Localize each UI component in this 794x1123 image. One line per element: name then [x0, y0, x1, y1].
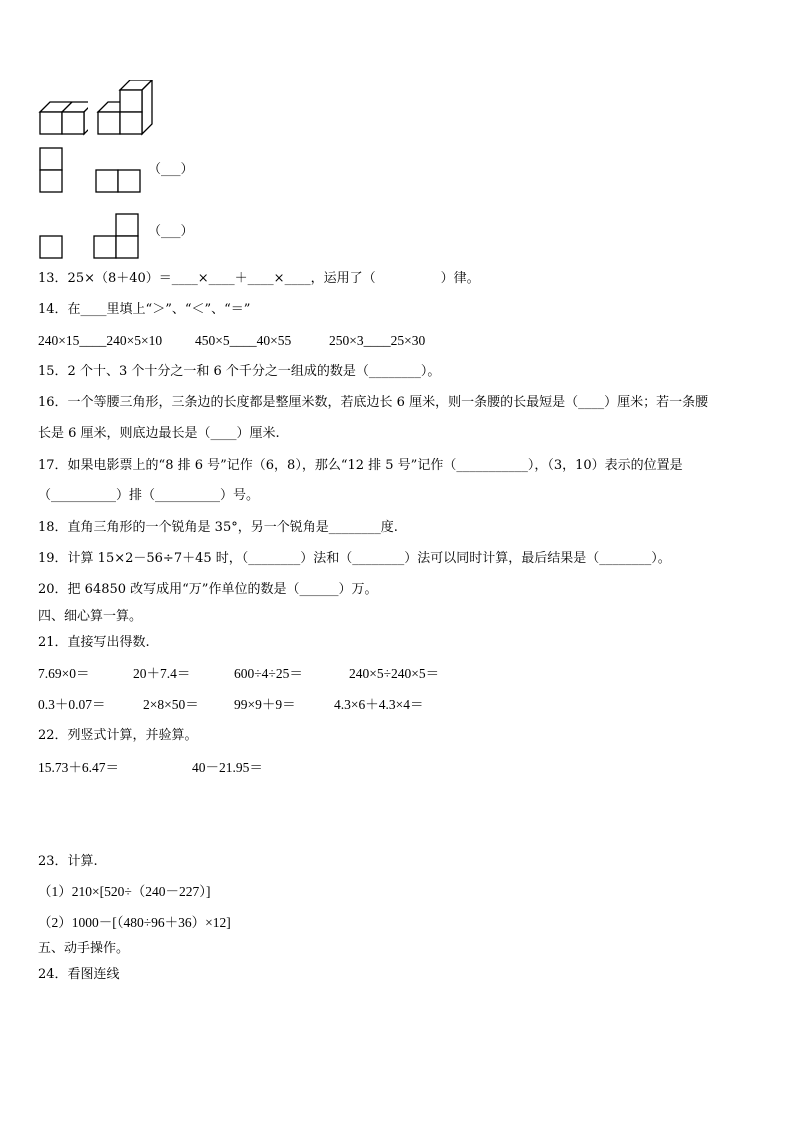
- q21-item-3[interactable]: 600÷4÷25＝: [234, 666, 303, 681]
- l-shape-view: [92, 212, 142, 260]
- question-21: 21．直接写出得数.: [38, 635, 150, 650]
- question-16-line1: 16．一个等腰三角形，三条边的长度都是整厘米数，若底边长 6 厘米，则一条腰的长最短是（____）厘米；若一条腰: [38, 395, 709, 410]
- q21-item-5[interactable]: 0.3＋0.07＝: [38, 697, 106, 712]
- cube-solid-left: [38, 92, 88, 136]
- question-16-line2: 长是 6 厘米，则底边最长是（____）厘米.: [38, 426, 280, 441]
- front-view-vertical: [38, 146, 66, 194]
- question-13: 13．25×（8＋40）＝____×____＋____×____，运用了（ ）律。: [38, 271, 480, 286]
- question-20: 20．把 64850 改写成用“万”作单位的数是（______）万。: [38, 582, 378, 597]
- answer-blank-row1[interactable]: （___）: [148, 162, 194, 177]
- q14-compare-3[interactable]: 250×3____25×30: [329, 333, 426, 348]
- question-15: 15．2 个十、3 个十分之一和 6 个千分之一组成的数是（________）。: [38, 364, 441, 379]
- question-23: 23．计算.: [38, 854, 98, 869]
- q14-compare-1[interactable]: 240×15____240×5×10: [38, 333, 163, 348]
- q23-part-1[interactable]: （1）210×[520÷（240－227）]: [38, 884, 211, 899]
- q21-item-6[interactable]: 2×8×50＝: [143, 697, 199, 712]
- question-17-line1: 17．如果电影票上的“8 排 6 号”记作（6，8），那么“12 排 5 号”记作（___________），（3，10）表示的位置是: [38, 458, 683, 473]
- question-14: 14．在____里填上“＞”、“＜”、“＝”: [38, 302, 251, 317]
- q21-item-8[interactable]: 4.3×6＋4.3×4＝: [334, 697, 424, 712]
- question-19: 19．计算 15×2－56÷7＋45 时，（________）法和（________）法可以同时计算，最后结果是（________）。: [38, 551, 671, 566]
- q22-item-2[interactable]: 40－21.95＝: [192, 760, 263, 775]
- q14-compare-2[interactable]: 450×5____40×55: [195, 333, 292, 348]
- section-5-heading: 五、动手操作。: [38, 941, 130, 956]
- single-square-view: [38, 234, 66, 260]
- top-view-horizontal: [94, 168, 144, 194]
- question-24: 24．看图连线: [38, 967, 120, 982]
- question-17-line2: （__________）排（__________）号。: [38, 488, 260, 503]
- question-18: 18．直角三角形的一个锐角是 35°，另一个锐角是________度.: [38, 520, 398, 535]
- q21-item-2[interactable]: 20＋7.4＝: [133, 666, 191, 681]
- q22-item-1[interactable]: 15.73＋6.47＝: [38, 760, 119, 775]
- section-4-heading: 四、细心算一算。: [38, 609, 143, 624]
- q21-item-1[interactable]: 7.69×0＝: [38, 666, 90, 681]
- question-22: 22．列竖式计算，并验算。: [38, 728, 198, 743]
- q21-item-7[interactable]: 99×9＋9＝: [234, 697, 296, 712]
- q21-item-4[interactable]: 240×5÷240×5＝: [349, 666, 440, 681]
- q23-part-2[interactable]: （2）1000－[（480÷96＋36）×12]: [38, 915, 231, 930]
- answer-blank-row2[interactable]: （___）: [148, 224, 194, 239]
- cube-solid-right: [96, 80, 158, 136]
